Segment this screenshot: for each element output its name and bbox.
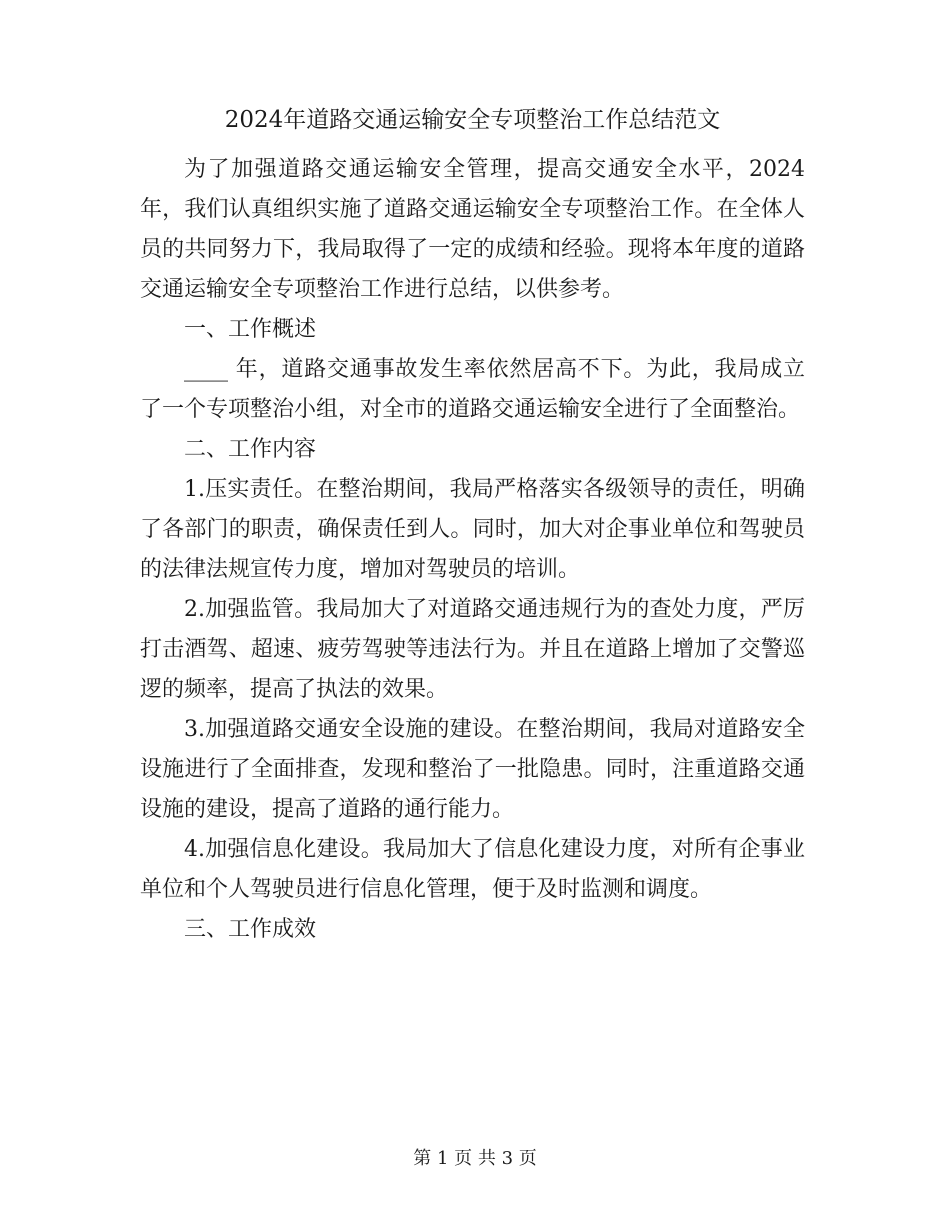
- intro-paragraph: 为了加强道路交通运输安全管理，提高交通安全水平，2024年，我们认真组织实施了道路交通运输安全专项整治工作。在全体人员的共同努力下，我局取得了一定的成绩和经验。现将本年度的道路交通运输安全专项整治工作进行总结，以供参考。: [140, 157, 805, 302]
- content-item-2: 2.加强监管。我局加大了对道路交通违规行为的查处力度，严厉打击酒驾、超速、疲劳驾驶等违法行为。并且在道路上增加了交警巡逻的频率，提高了执法的效果。: [140, 597, 805, 702]
- section-heading-results: 三、工作成效: [184, 917, 317, 942]
- content-item-1: 1.压实责任。在整治期间，我局严格落实各级领导的责任，明确了各部门的职责，确保责任到人。同时，加大对企事业单位和驾驶员的法律法规宣传力度，增加对驾驶员的培训。: [140, 477, 805, 582]
- page-number-footer: 第 1 页 共 3 页: [413, 1148, 537, 1169]
- section-heading-overview: 一、工作概述: [184, 317, 317, 342]
- document-body: [140, 150, 805, 950]
- content-item-3: 3.加强道路交通安全设施的建设。在整治期间，我局对道路安全设施进行了全面排查，发现和整治了一批隐患。同时，注重道路交通设施的建设，提高了道路的通行能力。: [140, 717, 805, 822]
- overview-paragraph: ____ 年，道路交通事故发生率依然居高不下。为此，我局成立了一个专项整治小组，对全市的道路交通运输安全进行了全面整治。: [140, 357, 805, 422]
- section-heading-content: 二、工作内容: [184, 437, 317, 462]
- content-item-4: 4.加强信息化建设。我局加大了信息化建设力度，对所有企事业单位和个人驾驶员进行信息化管理，便于及时监测和调度。: [140, 837, 805, 902]
- document-title: 2024年道路交通运输安全专项整治工作总结范文: [224, 107, 721, 133]
